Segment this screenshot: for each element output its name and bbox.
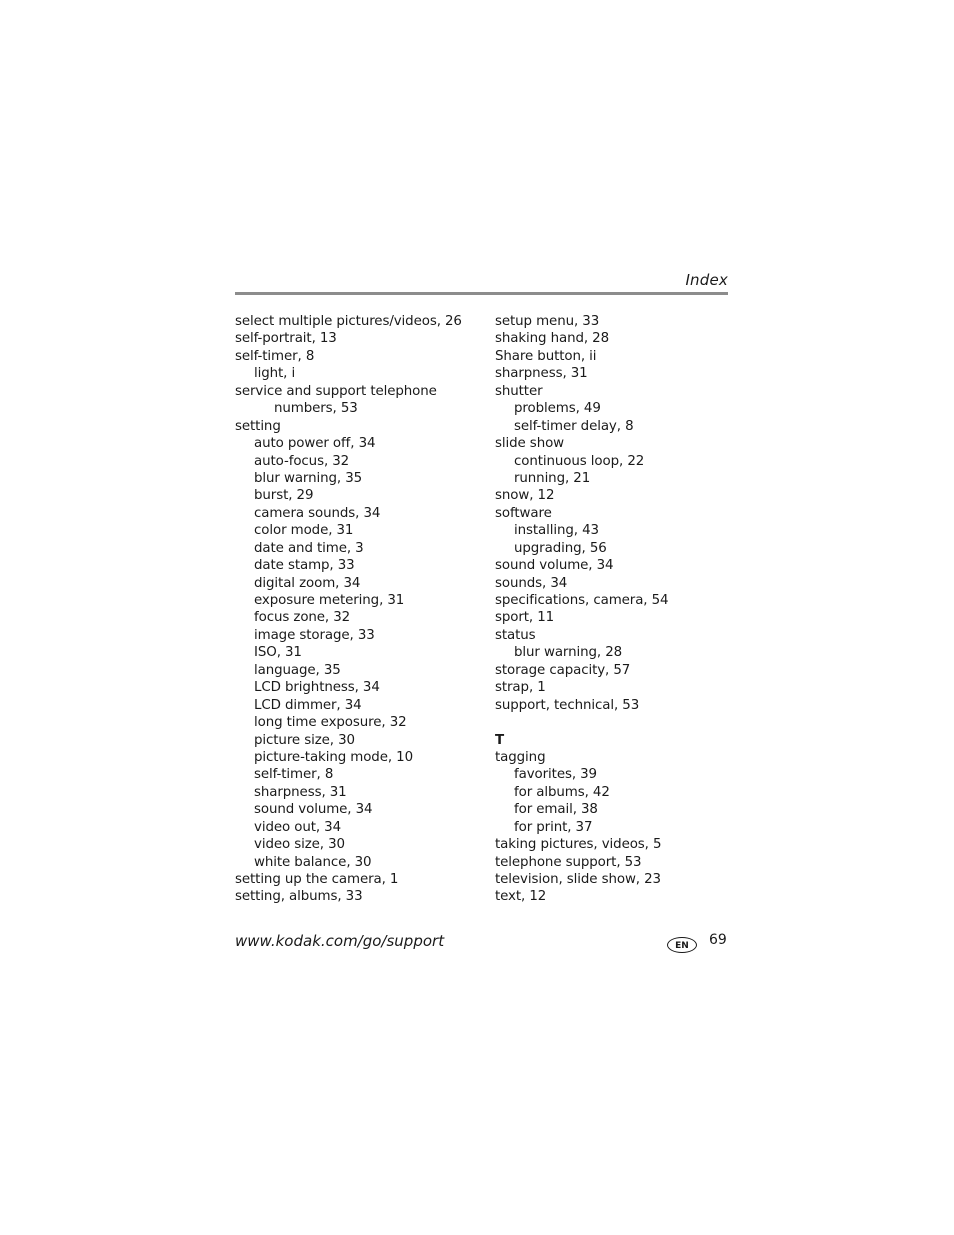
index-entry: setup menu, 33 [495, 314, 600, 329]
index-subentry: favorites, 39 [514, 767, 597, 783]
index-entry: sport, 11 [495, 610, 555, 626]
index-entry: support, technical, 53 [495, 697, 640, 713]
index-subentry: problems, 49 [514, 401, 601, 417]
index-subentry: video out, 34 [254, 819, 342, 835]
index-subentry: LCD brightness, 34 [254, 680, 380, 696]
index-subentry: sharpness, 31 [254, 784, 347, 800]
index-subentry: upgrading, 56 [514, 540, 607, 556]
index-entry: storage capacity, 57 [495, 662, 631, 678]
index-subentry: language, 35 [254, 662, 341, 678]
index-entry: sounds, 34 [495, 575, 568, 591]
index-entry: software [495, 505, 552, 521]
index-subentry: continuous loop, 22 [514, 453, 645, 469]
index-entry: sharpness, 31 [495, 366, 588, 382]
index-entry: select multiple pictures/videos, 26 [235, 314, 462, 329]
index-subentry: auto-focus, 32 [254, 453, 350, 469]
index-subentry: for email, 38 [514, 802, 598, 818]
index-subentry: light, i [254, 366, 296, 382]
index-entry: setting, albums, 33 [235, 889, 363, 905]
index-subentry: numbers, 53 [274, 401, 358, 417]
index-subentry: self-timer delay, 8 [514, 418, 634, 434]
index-subentry: blur warning, 28 [514, 645, 623, 661]
index-subentry: self-timer, 8 [254, 767, 334, 783]
index-entry: setting up the camera, 1 [235, 872, 399, 887]
index-entry: strap, 1 [495, 680, 546, 696]
index-subentry: image storage, 33 [254, 627, 375, 643]
index-spacer [495, 714, 745, 731]
running-header-title: Index [685, 271, 728, 289]
index-entry: shaking hand, 28 [495, 331, 610, 347]
index-subentry: for print, 37 [514, 819, 593, 835]
index-entry: setting [235, 418, 281, 434]
index-entry: status [495, 627, 536, 643]
index-entry: taking pictures, videos, 5 [495, 837, 662, 853]
index-subentry: sound volume, 34 [254, 802, 373, 818]
index-subentry: blur warning, 35 [254, 470, 363, 486]
index-subentry: auto power off, 34 [254, 436, 376, 452]
index-subentry: date and time, 3 [254, 540, 364, 556]
index-subentry: video size, 30 [254, 837, 345, 853]
index-subentry: white balance, 30 [254, 854, 372, 870]
index-subentry: color mode, 31 [254, 523, 354, 539]
index-subentry: focus zone, 32 [254, 610, 351, 626]
header-rule [235, 292, 728, 295]
language-badge: EN [667, 937, 697, 953]
index-subentry: exposure metering, 31 [254, 593, 405, 608]
index-subentry: date stamp, 33 [254, 558, 355, 574]
footer-support-link[interactable]: www.kodak.com/go/support [235, 932, 445, 950]
index-column-right [495, 313, 745, 906]
index-subentry: installing, 43 [514, 523, 599, 539]
index-subentry: picture-taking mode, 10 [254, 749, 414, 765]
index-entry: slide show [495, 436, 565, 452]
index-entry: snow, 12 [495, 488, 555, 504]
index-subentry: long time exposure, 32 [254, 715, 407, 731]
index-entry: text, 12 [495, 889, 547, 905]
index-subentry: digital zoom, 34 [254, 575, 361, 591]
index-entry: self-portrait, 13 [235, 331, 337, 347]
index-entry: sound volume, 34 [495, 558, 614, 574]
index-subentry: camera sounds, 34 [254, 505, 381, 521]
index-subentry: for albums, 42 [514, 784, 610, 800]
index-entry: shutter [495, 383, 543, 399]
index-column-left [235, 313, 485, 906]
index-letter-heading: T [495, 732, 505, 748]
index-entry: specifications, camera, 54 [495, 593, 669, 608]
index-subentry: LCD dimmer, 34 [254, 697, 362, 713]
index-subentry: running, 21 [514, 470, 591, 486]
index-entry: television, slide show, 23 [495, 872, 661, 887]
index-entry: tagging [495, 749, 546, 765]
index-entry: telephone support, 53 [495, 854, 642, 870]
index-subentry: picture size, 30 [254, 732, 355, 748]
index-subentry: burst, 29 [254, 488, 314, 504]
index-subentry: ISO, 31 [254, 645, 302, 661]
index-entry: service and support telephone [235, 383, 437, 399]
page-number: 69 [709, 932, 727, 948]
index-entry: Share button, ii [495, 348, 597, 364]
index-entry: self-timer, 8 [235, 348, 315, 364]
